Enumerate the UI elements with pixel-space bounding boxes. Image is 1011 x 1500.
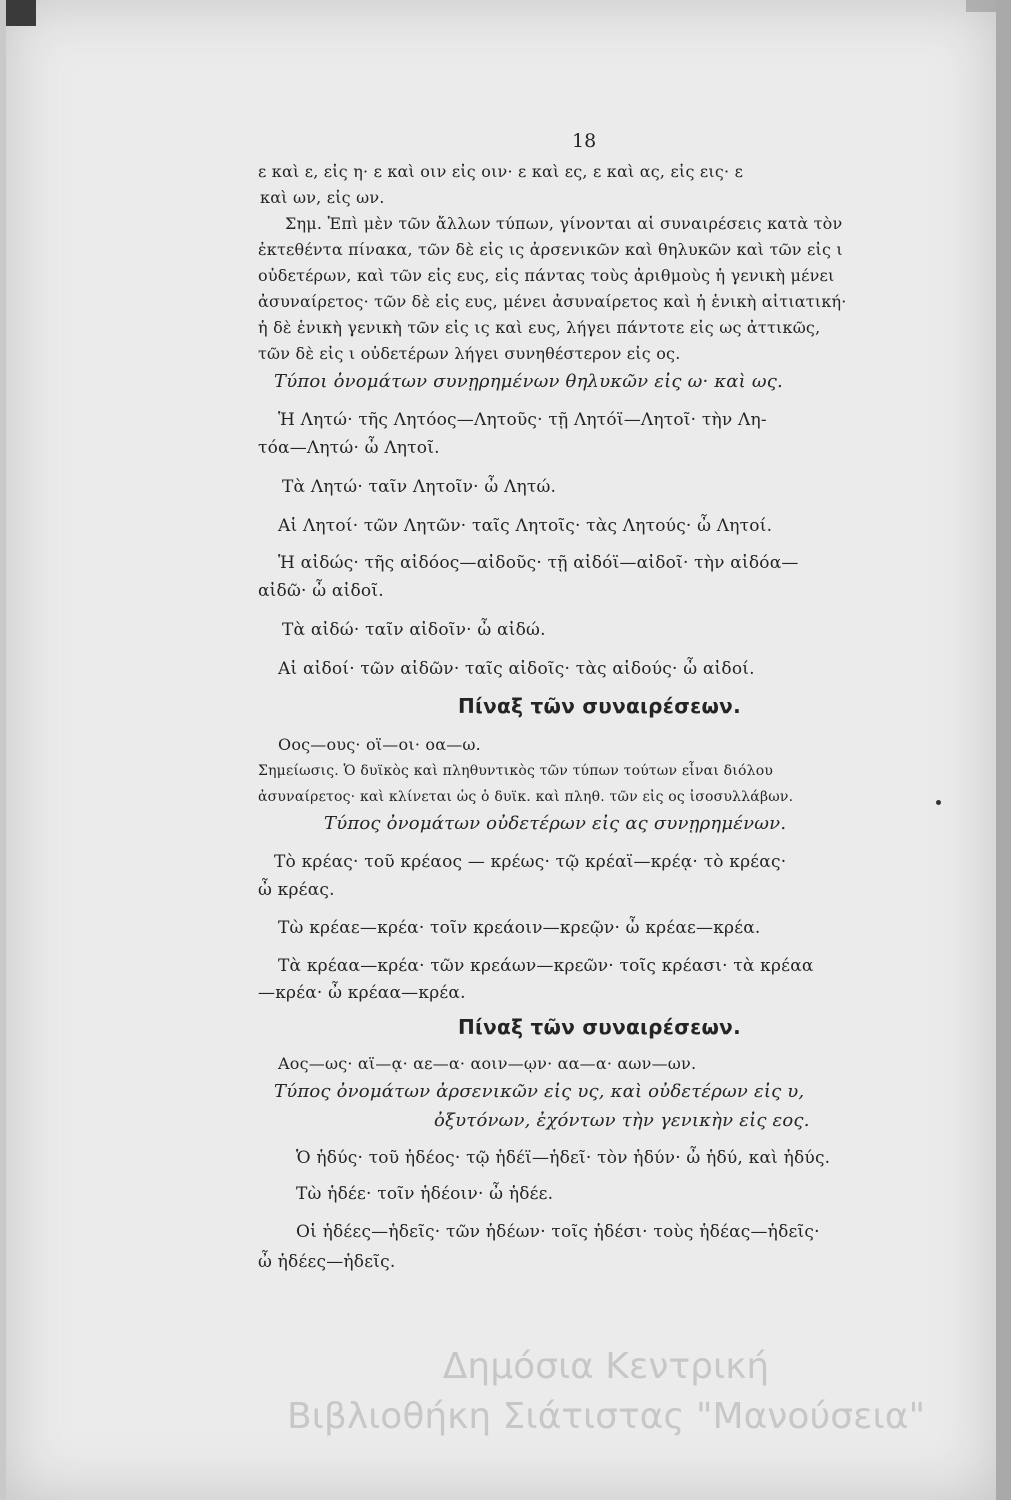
paradigm-line: Ὁ ἡδύς· τοῦ ἡδέος· τῷ ἡδέϊ—ἡδεῖ· τὸν ἡδύν· ὦ ἡδύ, καὶ ἡδύς. — [296, 1148, 831, 1168]
paradigm-line: Τὼ κρέαε—κρέα· τοῖν κρεάοιν—κρεῷν· ὦ κρέαε—κρέα. — [278, 918, 761, 938]
ink-dot — [936, 800, 941, 805]
watermark-line: Βιβλιοθήκη Σιάτιστας "Μανούσεια" — [286, 1396, 926, 1437]
paradigm-line: Τὰ κρέαα—κρέα· τῶν κρεάων—κρεῶν· τοῖς κρέασι· τὰ κρέαα — [278, 956, 814, 976]
table-title: Πίναξ τῶν συναιρέσεων. — [458, 694, 742, 718]
note-line: ἀσυναίρετος· καὶ κλίνεται ὡς ὁ δυϊκ. καὶ πληθ. τῶν εἰς ος ἰσοσυλλάβων. — [258, 789, 794, 805]
paradigm-line: τόα—Λητώ· ὦ Λητοῖ. — [258, 438, 440, 458]
scan-corner-shadow — [6, 0, 36, 26]
text-line: ε καὶ ε, εἰς η· ε καὶ οιν εἰς οιν· ε καὶ ες, ε καὶ ας, εἰς εις· ε — [258, 162, 744, 181]
paradigm-line: Τὰ Λητώ· ταῖν Λητοῖν· ὦ Λητώ. — [282, 477, 557, 497]
watermark-line: Δημόσια Κεντρική — [442, 1346, 770, 1387]
text-line: τῶν δὲ εἰς ι οὐδετέρων λήγει συνηθέστερον εἰς ος. — [258, 344, 681, 363]
paradigm-line: Ἡ αἰδώς· τῆς αἰδόος—αἰδοῦς· τῇ αἰδόϊ—αἰδοῖ· τὴν αἰδόα— — [278, 553, 799, 573]
section-heading: Τύπος ὀνομάτων ἀρσενικῶν εἰς υς, καὶ οὐδετέρων εἰς υ, — [274, 1081, 805, 1102]
paradigm-line: ὦ ἡδέες—ἡδεῖς. — [258, 1252, 396, 1272]
library-watermark — [236, 1342, 976, 1442]
contraction-table-row: Οος—ους· οϊ—οι· οα—ω. — [278, 735, 481, 754]
section-heading: ὀξυτόνων, ἐχόντων τὴν γενικὴν εἰς εος. — [434, 1110, 810, 1131]
text-line: ἐκτεθέντα πίνακα, τῶν δὲ εἰς ις ἀρσενικῶν καὶ θηλυκῶν καὶ τῶν εἰς ι — [258, 240, 843, 259]
text-line: ἡ δὲ ἑνικὴ γενικὴ τῶν εἰς ις καὶ ευς, λήγει πάντοτε εἰς ως ἀττικῶς, — [258, 318, 821, 337]
paradigm-line: Αἱ Λητοί· τῶν Λητῶν· ταῖς Λητοῖς· τὰς Λητούς· ὦ Λητοί. — [278, 516, 773, 536]
text-line: ἀσυναίρετος· τῶν δὲ εἰς ευς, μένει ἀσυναίρετος καὶ ἡ ἑνικὴ αἰτιατική· — [258, 292, 847, 311]
paradigm-line: Τὼ ἡδέε· τοῖν ἡδέοιν· ὦ ἡδέε. — [296, 1184, 554, 1204]
paradigm-line: Ἡ Λητώ· τῆς Λητόος—Λητοῦς· τῇ Λητόϊ—Λητοῖ· τὴν Λη- — [278, 410, 767, 430]
paradigm-line: —κρέα· ὦ κρέαα—κρέα. — [258, 983, 466, 1003]
paradigm-line: αἰδῶ· ὦ αἰδοῖ. — [258, 581, 384, 601]
book-page — [6, 0, 996, 1500]
paradigm-line: Οἱ ἡδέες—ἡδεῖς· τῶν ἡδέων· τοῖς ἡδέσι· τοὺς ἡδέας—ἡδεῖς· — [296, 1222, 820, 1242]
text-line: οὐδετέρων, καὶ τῶν εἰς ευς, εἰς πάντας τοὺς ἀριθμοὺς ἡ γενικὴ μένει — [258, 266, 835, 285]
text-line: Σημ. Ἐπὶ μὲν τῶν ἄλλων τύπων, γίνονται αἱ συναιρέσεις κατὰ τὸν — [285, 214, 843, 233]
page-number: 18 — [572, 130, 597, 152]
table-title: Πίναξ τῶν συναιρέσεων. — [458, 1015, 742, 1039]
section-heading: Τύποι ὀνομάτων συνῃρημένων θηλυκῶν εἰς ω· καὶ ως. — [274, 371, 783, 392]
paradigm-line: Αἱ αἰδοί· τῶν αἰδῶν· ταῖς αἰδοῖς· τὰς αἰδούς· ὦ αἰδοί. — [278, 659, 755, 679]
paradigm-line: Τὰ αἰδώ· ταῖν αἰδοῖν· ὦ αἰδώ. — [282, 620, 546, 640]
paradigm-line: ὦ κρέας. — [258, 880, 335, 900]
text-line: καὶ ων, εἰς ων. — [260, 188, 385, 207]
paradigm-line: Τὸ κρέας· τοῦ κρέαος — κρέως· τῷ κρέαϊ—κρέᾳ· τὸ κρέας· — [274, 852, 787, 872]
section-heading: Τύπος ὀνομάτων οὐδετέρων εἰς ας συνῃρημένων. — [324, 813, 787, 834]
note-line: Σημείωσις. Ὁ δυϊκὸς καὶ πληθυντικὸς τῶν τύπων τούτων εἶναι διόλου — [258, 763, 774, 779]
contraction-table-row: Αος—ως· αϊ—ᾳ· αε—α· αοιν—ῳν· αα—α· αων—ων. — [278, 1054, 697, 1073]
scan-right-edge — [996, 0, 1011, 1500]
